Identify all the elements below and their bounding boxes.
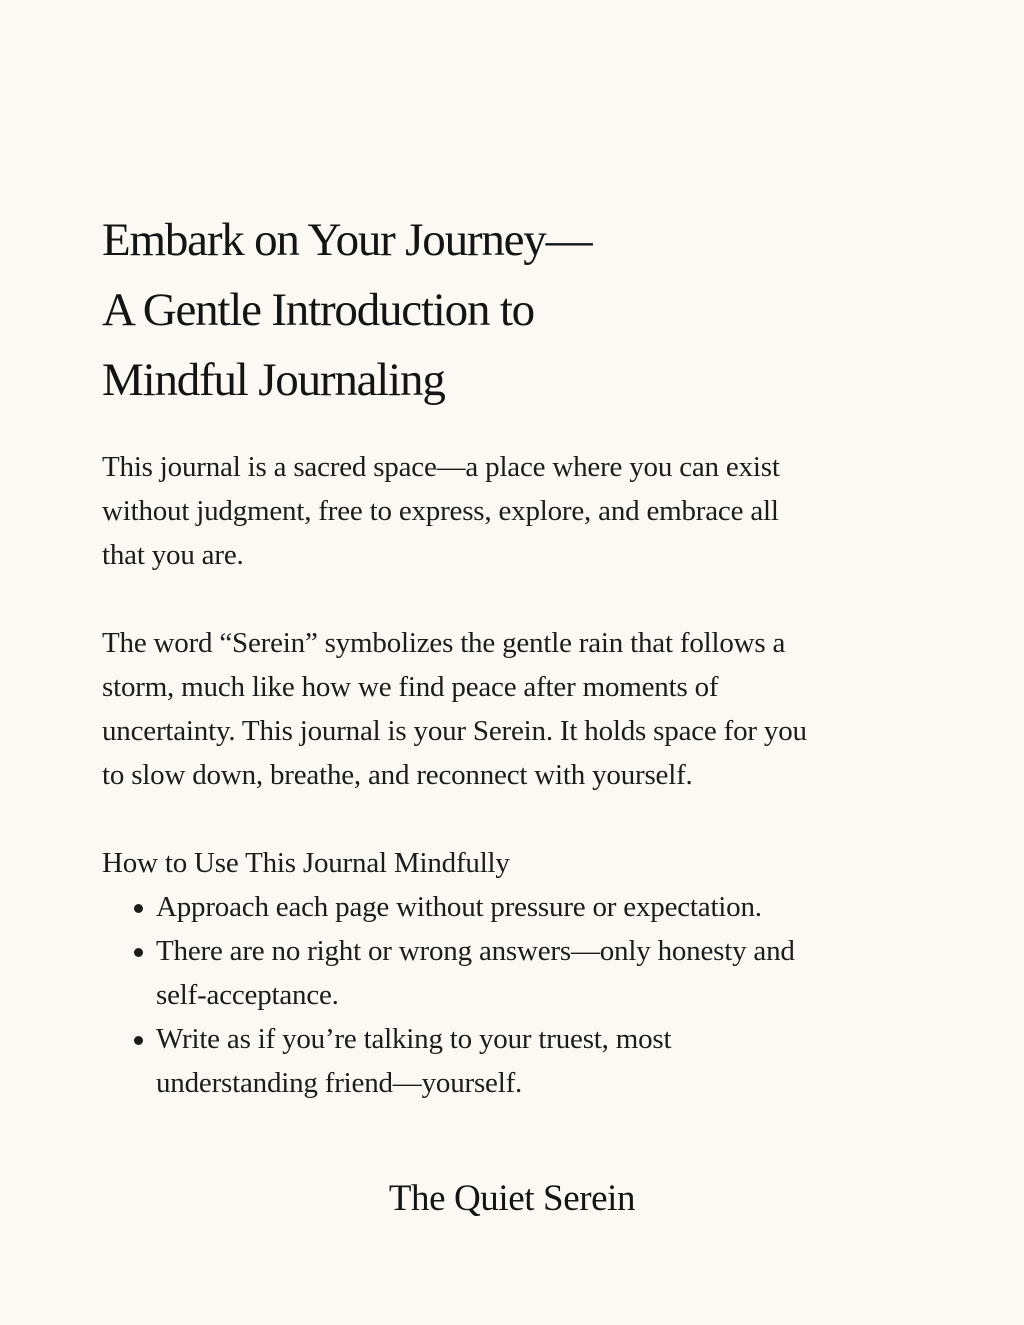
- list-item-text: Approach each page without pressure or expectation.: [156, 891, 762, 923]
- paragraph-line: without judgment, free to express, explore, and embrace all: [102, 495, 779, 527]
- list-item-text: There are no right or wrong answers—only honesty and: [156, 935, 795, 967]
- paragraph-line: This journal is a sacred space—a place where you can exist: [102, 451, 780, 483]
- paragraph-line: to slow down, breathe, and reconnect with yourself.: [102, 759, 693, 791]
- title-line: Embark on Your Journey—: [102, 214, 592, 266]
- serein-paragraph: [102, 621, 932, 797]
- page-title: [102, 205, 922, 415]
- bullet-icon: [134, 904, 143, 913]
- list-item-text: understanding friend—yourself.: [156, 1067, 523, 1099]
- tips-list: [102, 885, 932, 1105]
- paragraph-line: The word “Serein” symbolizes the gentle rain that follows a: [102, 627, 786, 659]
- paragraph-line: storm, much like how we find peace after moments of: [102, 671, 719, 703]
- bullet-icon: [134, 948, 143, 957]
- brand-signature: The Quiet Serein: [388, 1178, 636, 1219]
- list-item: [102, 885, 932, 929]
- intro-paragraph: [102, 445, 932, 577]
- paragraph-line: uncertainty. This journal is your Serein. It holds space for you: [102, 715, 807, 747]
- list-item: [102, 1017, 932, 1105]
- bullet-icon: [134, 1036, 143, 1045]
- title-line: Mindful Journaling: [102, 354, 445, 406]
- paragraph-line: that you are.: [102, 539, 244, 571]
- title-line: A Gentle Introduction to: [102, 284, 534, 336]
- howto-heading: How to Use This Journal Mindfully: [102, 847, 510, 879]
- list-item-text: self-acceptance.: [156, 979, 339, 1011]
- list-item: [102, 929, 932, 1017]
- list-item-text: Write as if you’re talking to your truest, most: [156, 1023, 672, 1055]
